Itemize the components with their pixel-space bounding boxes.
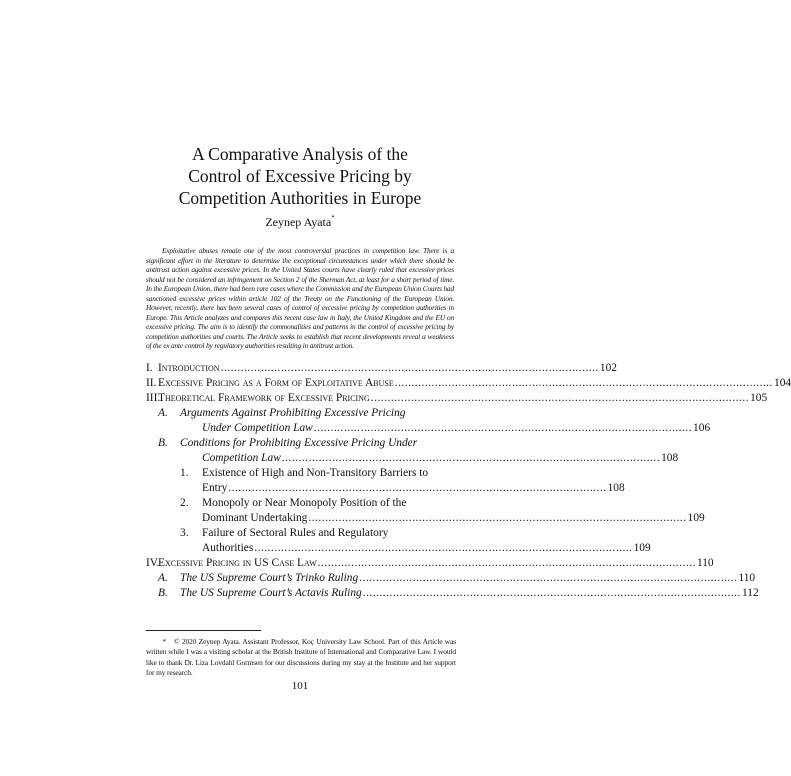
toc-page: 106 [693, 422, 711, 434]
toc-entry-i[interactable] [146, 361, 617, 376]
toc-page: 110 [696, 557, 714, 569]
toc-entry-iii-b-cont[interactable] [146, 451, 679, 466]
toc-title: Authorities [202, 542, 254, 554]
toc-leader: ................................................................................................................. [362, 587, 742, 599]
article-title [0, 143, 600, 209]
toc-leader: ................................................................................................................. [370, 392, 750, 404]
toc-page: 109 [633, 542, 651, 554]
toc-page: 102 [599, 362, 617, 374]
toc-title: Competition Law [202, 452, 281, 464]
toc-entry-iv-a[interactable] [146, 571, 756, 586]
toc-title: Theoretical Framework of Excessive Pricing [158, 392, 370, 404]
footnote [146, 637, 456, 679]
toc-leader: ................................................................................................................. [254, 542, 633, 554]
toc-number: 3. [180, 527, 189, 539]
toc-title: Under Competition Law [202, 422, 313, 434]
toc-title: Excessive Pricing in US Case Law [158, 557, 317, 569]
toc-page: 105 [750, 392, 768, 404]
toc-title: The US Supreme Court’s Trinko Ruling [180, 572, 359, 584]
toc-title: Entry [202, 482, 228, 494]
toc-entry-iii-a[interactable] [146, 406, 455, 421]
toc-entry-iii-b-1[interactable] [146, 466, 455, 481]
toc-number: 1. [180, 467, 189, 479]
title-line-2: Control of Excessive Pricing by [188, 166, 412, 186]
title-line-1: A Comparative Analysis of the [192, 144, 408, 164]
toc-leader: ................................................................................................................. [281, 452, 661, 464]
toc-title: Arguments Against Prohibiting Excessive Pricing [180, 407, 406, 419]
toc-entry-iii-b-2-cont[interactable] [146, 511, 705, 526]
toc-entry-iii-b-1-cont[interactable] [146, 481, 625, 496]
toc-title: Monopoly or Near Monopoly Position of the [202, 497, 407, 509]
toc-entry-iv-b[interactable] [146, 586, 759, 601]
toc-entry-iii-b-3[interactable] [146, 526, 455, 541]
toc-entry-iii[interactable] [146, 391, 768, 406]
toc-page: 112 [742, 587, 759, 599]
toc-number: III. [146, 392, 161, 404]
table-of-contents [146, 361, 791, 601]
toc-title: Conditions for Prohibiting Excessive Pricing Under [180, 437, 418, 449]
toc-page: 104 [774, 377, 791, 389]
toc-number: 2. [180, 497, 189, 509]
author-footnote-mark: * [331, 214, 335, 222]
toc-entry-iii-b[interactable] [146, 436, 455, 451]
toc-entry-iii-b-3-cont[interactable] [146, 541, 651, 556]
toc-title: The US Supreme Court’s Actavis Ruling [180, 587, 362, 599]
toc-title: Existence of High and Non-Transitory Barriers to [202, 467, 429, 479]
toc-leader: ................................................................................................................. [359, 572, 738, 584]
page-number: 101 [291, 680, 309, 692]
toc-leader: ................................................................................................................. [308, 512, 687, 524]
toc-leader: ................................................................................................................. [394, 377, 774, 389]
toc-entry-iii-a-cont[interactable] [146, 421, 711, 436]
author-name: Zeynep Ayata [265, 215, 332, 229]
toc-entry-iii-b-2[interactable] [146, 496, 455, 511]
toc-page: 110 [738, 572, 756, 584]
footnote-mark: * [162, 637, 166, 646]
toc-entry-iv[interactable] [146, 556, 714, 571]
toc-number: II. [146, 377, 157, 389]
toc-title: Introduction [158, 362, 220, 374]
footnote-divider [146, 630, 261, 631]
title-line-3: Competition Authorities in Europe [178, 188, 422, 208]
toc-number: A. [158, 407, 168, 419]
toc-title: Failure of Sectoral Rules and Regulatory [202, 527, 389, 539]
author-byline [0, 215, 600, 230]
toc-page: 108 [661, 452, 679, 464]
toc-leader: ................................................................................................................. [317, 557, 696, 569]
toc-number: I. [146, 362, 153, 374]
toc-number: B. [158, 437, 168, 449]
toc-leader: ................................................................................................................. [220, 362, 599, 374]
footnote-text: © 2020 Zeynep Ayata. Assistant Professor, Koç University Law School. Part of this Article was written while I was a visiting scholar at the British Institute of International and Comparative Law. I would like to thank Dr. Liza Lovdahl Gormsen for our discussions during my stay at the Institute and her support for my research. [146, 637, 456, 678]
toc-page: 109 [687, 512, 705, 524]
toc-entry-ii[interactable] [146, 376, 791, 391]
toc-title: Dominant Undertaking [202, 512, 308, 524]
toc-leader: ................................................................................................................. [228, 482, 607, 494]
toc-number: IV. [146, 557, 160, 569]
toc-number: B. [158, 587, 168, 599]
abstract: Exploitative abuses remain one of the most controversial practices in competition law. There is a significant effort in the literature to determine the exceptional circumstances under which there should be antitrust action against excessive prices. In the United States courts have clearly ruled that excessive prices should not be considered an infringement on Section 2 of the Sherman Act, at least for a short period of time. In the European Union, there had been rare cases where the Commission and the European Union Courts had sanctioned excessive prices within article 102 of the Treaty on the Functioning of the European Union. However, recently, there has been several cases of control of excessive pricing by competition authorities in Europe. This Article analyzes and compares this recent case law in Italy, the United Kingdom and the EU on excessive pricing. The aim is to identify the commonalities and patterns in the control of excessive pricing by competition authorities and courts. The Article seeks to establish that recent developments reveal a weakness of the ex ante control by regulatory authorities resulting in antitrust action. [146, 246, 454, 350]
toc-number: A. [158, 572, 168, 584]
toc-page: 108 [607, 482, 625, 494]
toc-leader: ................................................................................................................. [313, 422, 693, 434]
toc-title: Excessive Pricing as a Form of Exploitative Abuse [158, 377, 394, 389]
